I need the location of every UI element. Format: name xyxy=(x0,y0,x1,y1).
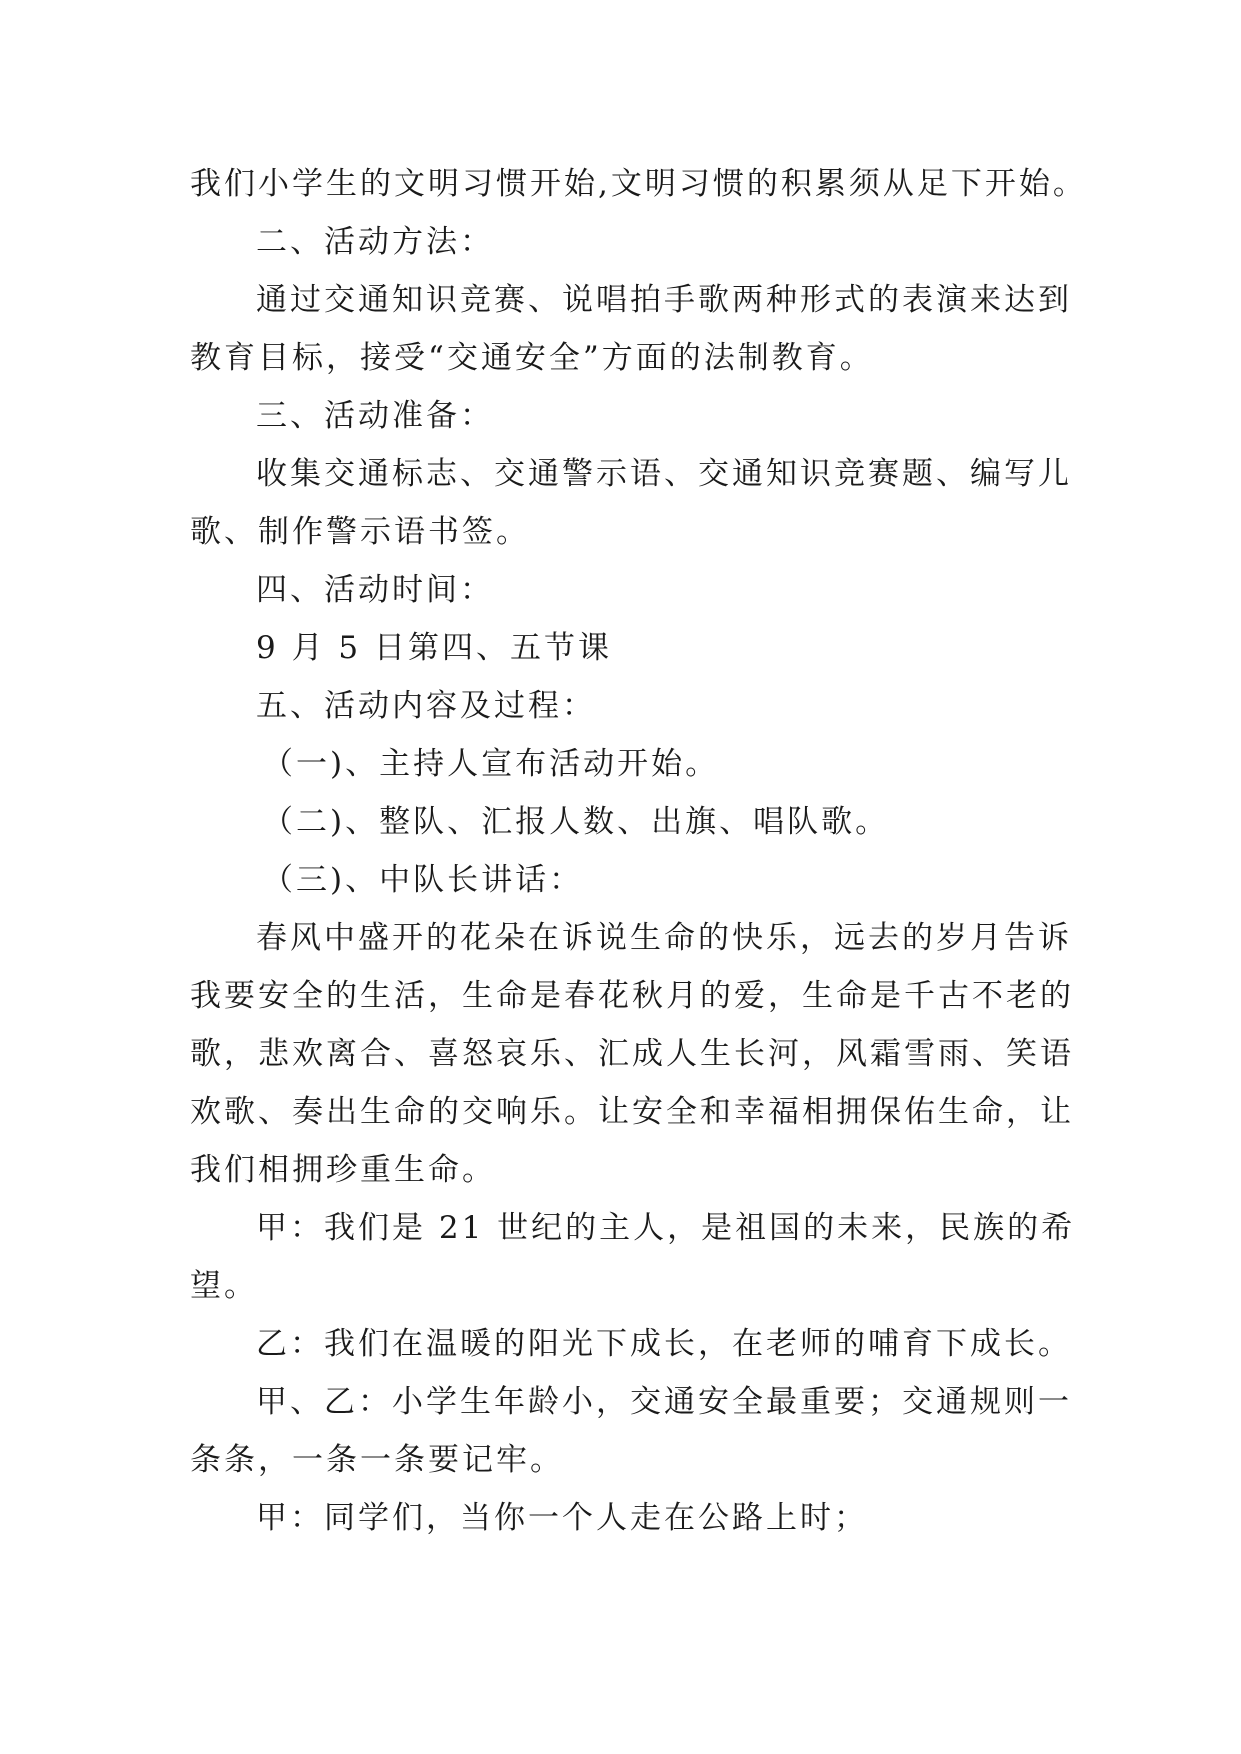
text-line: 甲：同学们，当你一个人走在公路上时； xyxy=(256,1500,868,1536)
text-line: 9 月 5 日第四、五节课 xyxy=(256,630,613,666)
list-item: （二)、整队、汇报人数、出旗、唱队歌。 xyxy=(262,804,890,840)
text-line: 通过交通知识竞赛、说唱拍手歌两种形式的表演来达到 xyxy=(256,282,1072,318)
text-line: 望。 xyxy=(190,1268,258,1304)
text-line: 乙：我们在温暖的阳光下成长，在老师的哺育下成长。 xyxy=(256,1326,1072,1362)
list-item: （一)、主持人宣布活动开始。 xyxy=(262,746,720,782)
text-line: 收集交通标志、交通警示语、交通知识竞赛题、编写儿 xyxy=(256,456,1072,492)
text-line: 歌、制作警示语书签。 xyxy=(190,514,530,550)
text-line: 春风中盛开的花朵在诉说生命的快乐，远去的岁月告诉 xyxy=(256,920,1072,956)
section-heading-time: 四、活动时间： xyxy=(256,572,494,608)
section-heading-preparation: 三、活动准备： xyxy=(256,398,494,434)
text-line: 我们相拥珍重生命。 xyxy=(190,1152,496,1188)
text-line: 我们小学生的文明习惯开始,文明习惯的积累须从足下开始。 xyxy=(190,166,1087,202)
section-heading-method: 二、活动方法： xyxy=(256,224,494,260)
text-line: 甲：我们是 21 世纪的主人，是祖国的未来，民族的希 xyxy=(256,1210,1076,1246)
section-heading-content: 五、活动内容及过程： xyxy=(256,688,596,724)
text-line: 甲、乙：小学生年龄小，交通安全最重要；交通规则一 xyxy=(256,1384,1072,1420)
text-line: 欢歌、奏出生命的交响乐。让安全和幸福相拥保佑生命，让 xyxy=(190,1094,1074,1130)
text-line: 条条，一条一条要记牢。 xyxy=(190,1442,564,1478)
text-line: 教育目标，接受“交通安全”方面的法制教育。 xyxy=(190,340,874,376)
text-line: 歌，悲欢离合、喜怒哀乐、汇成人生长河，风霜雪雨、笑语 xyxy=(190,1036,1074,1072)
text-line: 我要安全的生活，生命是春花秋月的爱，生命是千古不老的 xyxy=(190,978,1074,1014)
list-item: （三)、中队长讲话： xyxy=(262,862,584,898)
